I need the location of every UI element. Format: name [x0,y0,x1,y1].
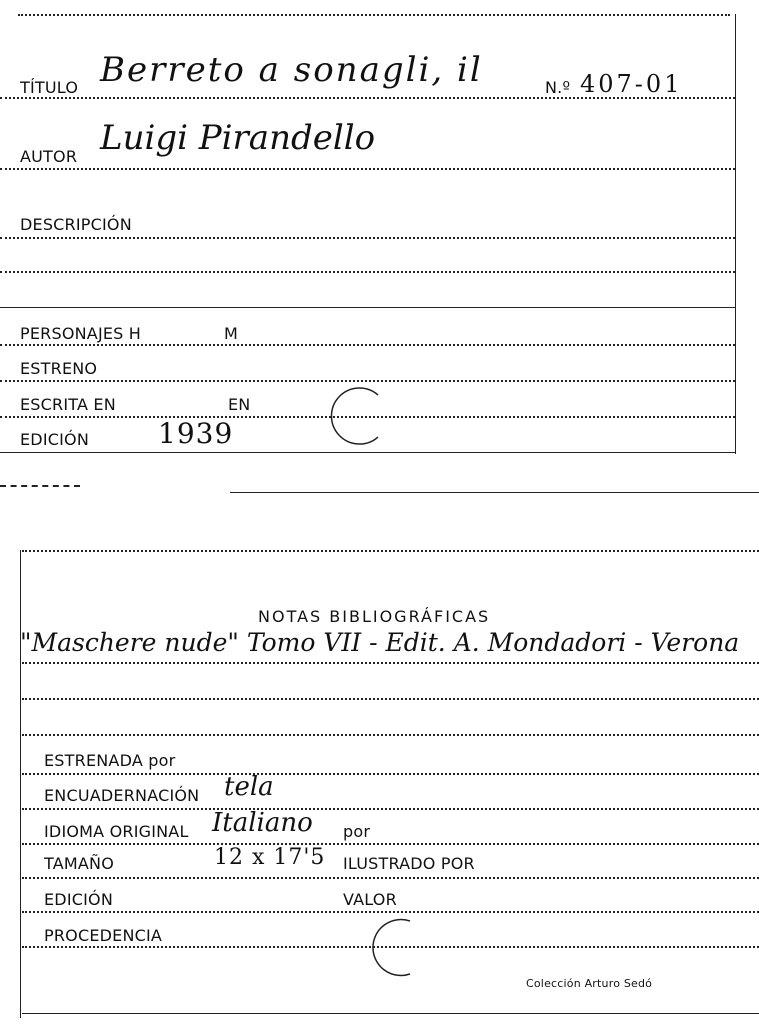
notas-line-2 [22,698,759,700]
notas-value: "Maschere nude" Tomo VII - Edit. A. Mondadori - Verona [20,628,740,657]
bottom-edicion-label: EDICIÓN [44,890,114,909]
idioma-value: Italiano [212,808,313,838]
bottom-card-bottom-edge [22,1013,759,1014]
edicion-value: 1939 [158,417,234,450]
estreno-label: ESTRENO [20,359,98,378]
titulo-line [0,97,735,99]
edicion-line [0,452,735,453]
autor-line [0,168,735,170]
descripcion-line-2 [0,271,735,273]
bottom-card-left-edge [20,550,21,1018]
edicion-label: EDICIÓN [20,430,90,449]
notas-line-1 [22,662,759,664]
tamano-label: TAMAÑO [44,854,114,873]
personajes-label: PERSONAJES H [20,324,142,343]
titulo-label: TÍTULO [20,78,79,97]
descripcion-line-1 [0,237,735,239]
estrenada-label: ESTRENADA por [44,751,176,770]
idioma-por-label: por [343,822,371,841]
tamano-line [22,877,759,879]
escrita-en-label: EN [228,395,251,414]
encuadernacion-line [22,808,759,810]
encuadernacion-value: tela [224,772,274,802]
escrita-label: ESCRITA EN [20,395,116,414]
personajes-line [0,344,735,346]
numero-value: 407-01 [580,70,683,98]
descripcion-line-3 [0,307,735,308]
tamano-value: 12 x 17'5 [214,845,326,870]
valor-label: VALOR [343,890,397,909]
separator-line [230,492,759,493]
coleccion-label: Colección Arturo Sedó [526,977,653,990]
card-top-edge [18,14,730,16]
card-right-edge [735,14,736,454]
encuadernacion-label: ENCUADERNACIÓN [44,786,200,805]
estrenada-line [22,773,759,775]
personajes-m-label: M [224,324,239,343]
edicion-valor-line [22,911,759,913]
estreno-line [0,380,735,382]
descripcion-label: DESCRIPCIÓN [20,215,132,234]
autor-label: AUTOR [20,147,78,166]
notas-line-3 [22,734,759,736]
bottom-punch-hole-mark [368,918,428,978]
notas-heading: NOTAS BIBLIOGRÁFICAS [258,607,491,626]
numero-label: N.º [545,78,571,97]
autor-value: Luigi Pirandello [100,118,376,158]
titulo-value: Berreto a sonagli, il [100,50,483,90]
separator-left [0,485,80,487]
punch-hole-mark [330,385,390,445]
idioma-label: IDIOMA ORIGINAL [44,822,189,841]
ilustrado-label: ILUSTRADO POR [343,854,475,873]
idioma-line [22,843,759,845]
procedencia-label: PROCEDENCIA [44,926,163,945]
bottom-card-top-edge [22,550,759,552]
